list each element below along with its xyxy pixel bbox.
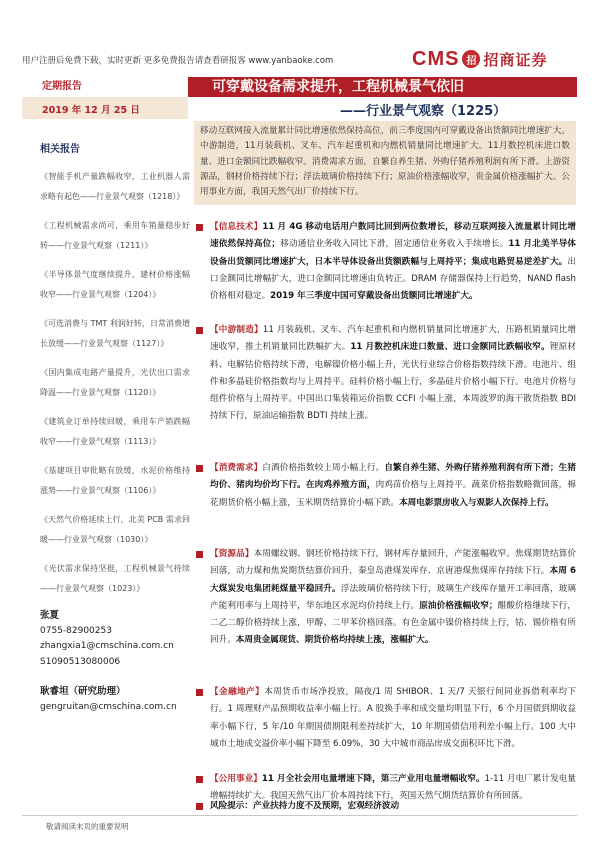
report-type-label: 定期报告 [22,77,188,97]
section-tag: 【信息技术】 [210,222,263,232]
related-report-link[interactable]: 《工程机械需求尚可，乘用车销量稳步好转——行业景气观察（1211）》 [40,221,190,250]
report-subtitle: ——行业景气观察（1225） [340,104,507,119]
related-report-link[interactable]: 《半导体景气度继续提升，建材价格涨幅收窄——行业景气观察（1204）》 [40,270,190,299]
section-manufacturing: 【中游制造】11 月装载机、叉车、汽车起重机和内燃机销量同比增速扩大，压路机销量同比增速收窄，推土机销量同比跌幅扩大。11 月数控机床进口数量、进口金额同比跌幅收窄。锂原材料、电解钴价格持续下滑，电解镍价格小幅上升，光伏行业综合价格指数持续下滑。电池片、组件和多晶硅价格指数均与上周持平。硅料价格小幅上行，多晶硅片价格小幅下行。电池片价格与组件价格与上周持平。中国出口集装箱运价指数 CCFI 小幅上涨，本周波罗的海干散货指数 BDI 持续下行，原油运输指数 BDTI 持续上涨。 [210,322,576,426]
title-bar [22,77,577,97]
section-bullet-icon [196,551,203,558]
section-tag: 【中游制造】 [210,325,263,335]
section-tag: 【公用事业】 [210,774,262,784]
section-bullet-icon [196,327,203,334]
brand-logo [412,46,547,72]
related-report-link[interactable]: 《基建项目审批略有放缓，水泥价格维持涨势——行业景气观察（1106）》 [40,466,190,495]
section-bullet-icon [196,465,203,472]
related-report-link[interactable]: 《光伏需求保持坚挺，工程机械景气持续——行业景气观察（1023）》 [40,564,190,593]
risk-warning: 风险提示：产业扶持力度不及预期，宏观经济波动 [210,798,576,815]
section-consumption: 【消费需求】白酒价格指数较上周小幅上行。自繁自养生猪、外购仔猪养殖利润有所下滑；生猪均价、猪肉均价均下行。在肉鸡养殖方面，肉鸡苗价格与上周持平。蔬菜价格指数略微回落，棉花期货价格小幅上涨，玉米期货结算价小幅下跌。本周电影票房收入与观影人次保持上行。 [210,460,576,512]
report-date: 2019 年 12 月 25 日 [42,105,140,116]
sidebar [40,140,190,715]
analyst-cert: S1090513080006 [40,656,121,667]
section-resources: 【资源品】本周螺纹钢、钢坯价格持续下行，钢材库存量回升，产能涨幅收窄。焦煤期货结算价回落，动力煤和焦炭期货结算价回升，秦皇岛港煤炭库存、京唐港煤焦煤库存持续下行。本周 6 大煤炭发电集团耗煤量平稳回升。浮法玻璃价格持续下行，玻璃生产线库存量开工率回落，玻璃产能利用率与上周持平，华东地区水泥均价持续上行。原油价格涨幅收窄；醋酸价格继续下行，二乙二醇价格持续上涨，甲醇、二甲苯价格回落。有色金属中镍价格持续上行，钴、锡价格有所回升。本周贵金属现货、期货价格均持续上涨，涨幅扩大。 [210,546,576,650]
analyst-name: 张夏 [40,610,60,621]
related-report-link[interactable]: 《可选消费与 TMT 利润好转，日常消费增长放缓——行业景气观察（1127）》 [40,319,190,348]
analyst-phone: 0755-82900253 [40,625,112,636]
section-utilities: 【公用事业】11 月全社会用电量增速下降，第三产业用电量增幅收窄。1-11 月电厂累计发电量增幅持续扩大。我国天然气出厂价本周持续下行，英国天然气期货结算价有所回落。 [210,771,576,806]
section-bullet-icon [196,803,203,810]
logo-chinese-text: 招商证券 [483,50,548,69]
section-bullet-icon [196,776,203,783]
footer-divider [22,815,577,816]
logo-badge-icon: 招 [462,50,480,68]
download-notice: 用户注册后免费下载，实时更新 更多免费报告请查看研报客 www.yanbaoke.com [22,56,334,66]
related-report-link[interactable]: 《建筑业订单持续回暖，乘用车产销跌幅收窄——行业景气观察（1113）》 [40,417,190,446]
logo-cms-text: CMS [412,47,460,70]
section-tag: 【金融地产】 [210,687,265,697]
section-bullet-icon [196,224,203,231]
related-reports-heading: 相关报告 [40,144,80,155]
section-bullet-icon [196,689,203,696]
section-tag: 【消费需求】 [210,463,263,473]
related-report-link[interactable]: 《天然气价格延续上行，北美 PCB 需求回暖——行业景气观察（1030）》 [40,515,190,544]
section-tag: 【资源品】 [210,549,254,559]
analyst-email[interactable]: zhangxia1@cmschina.com.cn [40,641,174,651]
report-title: 可穿戴设备需求提升，工程机械景气依旧 [212,79,464,95]
footer-note: 敬请阅读末页的重要说明 [46,822,129,831]
section-it: 【信息技术】11 月 4G 移动电话用户数同比回到两位数增长，移动互联网接入流量累计同比增速依然保持高位；移动通信业务收入同比下滑，固定通信业务收入手续增长。11 月北美半导体设备出货额同比增速扩大，日本半导体设备出货额跌幅与上周持平；集成电路贸易逆差扩大。出口金额同比增幅扩大，进口金额同比增速由负转正。DRAM 存储器保持上行趋势，NAND flash 价格相对稳定。2019 年三季度中国可穿戴设备出货额同比增速扩大。 [210,219,576,305]
related-report-link[interactable]: 《智能手机产量跌幅收窄，工业机器人需求略有起色——行业景气观察（1218）》 [40,172,190,201]
date-box [22,97,188,119]
analyst-contact [40,608,190,715]
section-finance: 【金融地产】本周货币市场净投放，隔夜/1 周 SHIBOR、1 天/7 天银行间同业拆借利率均下行。1 周理财产品预期收益率小幅上行。A 股换手率和成交量均明显下行，6 个月国债到期收益率小幅下行，5 年/10 年期国债期限利差持续扩大，10 年期国债信用利差小幅上行。100 大中城市土地成交溢价率小幅下降至 6.09%，30 大中城市商品房成交面积环比下滑。 [210,684,576,753]
related-report-link[interactable]: 《国内集成电路产量提升，光伏出口需求降温——行业景气观察（1120）》 [40,368,190,397]
assistant-name: 耿睿坦（研究助理） [40,686,126,697]
summary-box: 移动互联网接入流量累计同比增速依然保持高位，前三季度国内可穿戴设备出货额同比增速扩大。中游制造，11月装载机、叉车、汽车起重机和内燃机销量同比增速扩大。11月数控机床进口数量、进口金额同比跌幅收窄。消费需求方面，自繁自养生猪、外购仔猪养殖利润有所下滑。上游资源品，钢材价格持续下行；浮法玻璃价格持续下行；原油价格涨幅收窄，贵金属价格涨幅扩大。公用事业方面，我国天然气出厂价持续下行。 [194,121,576,205]
assistant-email[interactable]: gengruitan@cmschina.com.cn [40,701,177,712]
